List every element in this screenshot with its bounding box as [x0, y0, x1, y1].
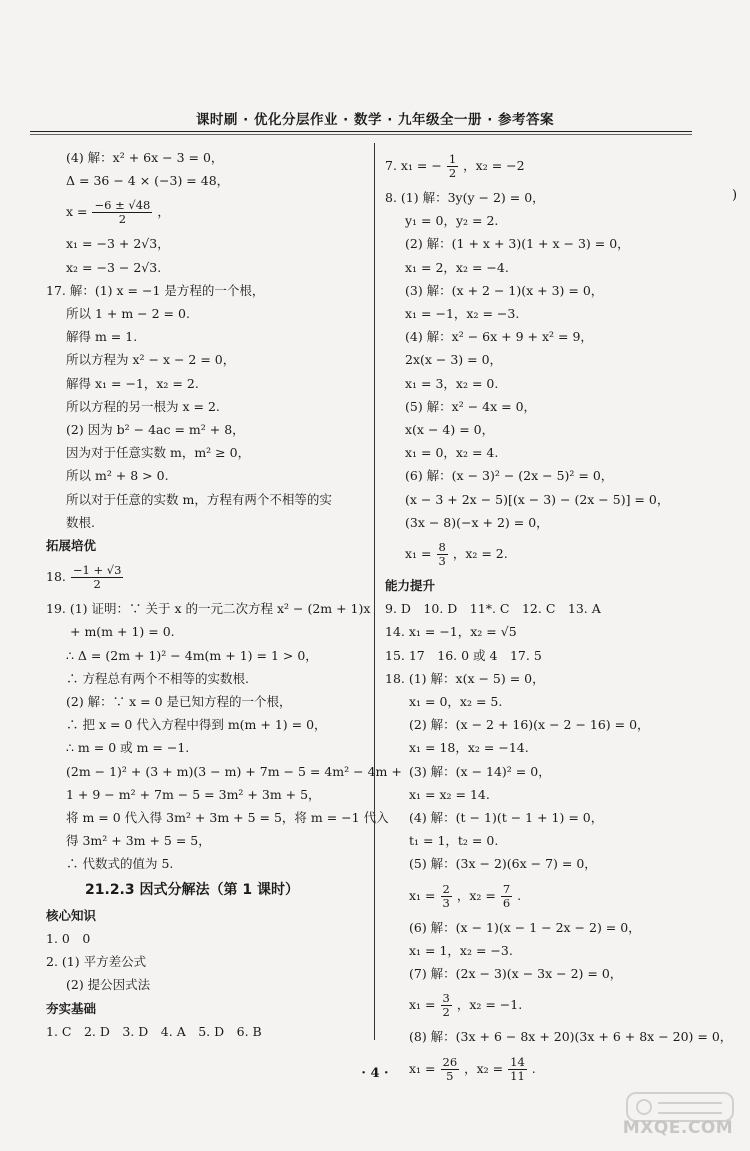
- fraction: [437, 541, 448, 568]
- section-heading: 能力提升: [385, 578, 436, 594]
- question-number: 18.: [46, 569, 66, 585]
- answer-line: (4) 解：x² − 6x + 9 + x² = 9，: [405, 329, 593, 345]
- question-7: [385, 146, 690, 186]
- fraction-denominator: 6: [502, 895, 511, 910]
- answer-line: x₁ = 1，x₂ = −3.: [409, 942, 513, 958]
- fraction-numerator: 8: [438, 540, 446, 555]
- fraction-suffix: ，: [157, 204, 170, 220]
- answer-line: (8) 解：(3x + 6 − 8x + 20)(3x + 6 + 8x − 20) = 0，: [409, 1029, 733, 1045]
- section-heading: 核心知识: [46, 907, 97, 923]
- fraction-separator: ，x₂ =: [464, 1060, 504, 1076]
- fraction-suffix: ，x₂ = −2: [463, 158, 525, 173]
- fraction-numerator: 26: [442, 1054, 458, 1069]
- fraction: [92, 199, 152, 226]
- page-header: 课时刷 · 优化分层作业 · 数学 · 九年级全一册 · 参考答案: [195, 112, 555, 128]
- fraction-prefix: x₁ =: [409, 1060, 436, 1076]
- answer-line: (2) 因为 b² − 4ac = m² + 8，: [66, 422, 245, 438]
- fraction: [501, 883, 512, 910]
- answer-line: x₁ = −3 + 2√3，: [66, 236, 170, 252]
- answer-line: (2) 解：(x − 2 + 16)(x − 2 − 16) = 0，: [409, 717, 650, 733]
- answer-line: (2) 提公因式法: [66, 977, 151, 993]
- fraction: [441, 992, 452, 1019]
- right-column: [385, 146, 733, 1089]
- fraction-denominator: 5: [446, 1068, 454, 1083]
- answer-line: x₁ = 2，x₂ = −4.: [405, 259, 509, 275]
- section-heading: 拓展培优: [46, 538, 97, 554]
- answer-line: x₁ = 3，x₂ = 0.: [405, 375, 499, 391]
- fraction-numerator: 1: [448, 152, 457, 166]
- fraction-prefix: x₁ =: [409, 997, 436, 1013]
- answer-line: x₁ = 0，x₂ = 4.: [405, 445, 499, 461]
- answer-line: 1. 0 0: [46, 930, 91, 946]
- fraction-suffix: ，x₂ = 2.: [452, 546, 508, 562]
- answer-line: x₁ = −1，x₂ = −3.: [405, 306, 520, 322]
- answer-line: 解得 x₁ = −1，x₂ = 2.: [66, 375, 199, 391]
- left-column: [46, 146, 402, 1043]
- fraction-numerator: 14: [510, 1054, 525, 1069]
- answer-line: 所以 1 + m − 2 = 0.: [66, 306, 190, 322]
- answer-line: 15. 17 16. 0 或 4 17. 5: [385, 647, 542, 663]
- answer-line: + m(m + 1) = 0.: [70, 624, 175, 640]
- answer-line: (5) 解：(3x − 2)(6x − 7) = 0，: [409, 856, 597, 872]
- fraction-numerator: 2: [442, 881, 450, 896]
- answer-line: (x − 3 + 2x − 5)[(x − 3) − (2x − 5)] = 0，: [405, 491, 670, 507]
- answer-line: (2) 解：(1 + x + 3)(1 + x − 3) = 0，: [405, 236, 630, 252]
- answer-line: 将 m = 0 代入得 3m² + 3m + 5 = 5，将 m = −1 代入: [66, 810, 389, 826]
- fraction-denominator: 2: [448, 166, 457, 180]
- answer-line: (6) 解：(x − 1)(x − 1 − 2x − 2) = 0，: [409, 919, 641, 935]
- answer-line-fraction: [46, 192, 368, 232]
- fraction-suffix: ，x₂ = −1.: [456, 997, 523, 1013]
- fraction-denominator: 3: [438, 554, 446, 569]
- answer-line: (5) 解：x² − 4x = 0，: [405, 398, 537, 414]
- edge-mark: ): [732, 188, 738, 203]
- section-heading: 夯实基础: [46, 1000, 97, 1016]
- answer-line: (6) 解：(x − 3)² − (2x − 5)² = 0，: [405, 468, 614, 484]
- answer-line: 1 + 9 − m² + 7m − 5 = 3m² + 3m + 5，: [66, 786, 321, 802]
- answer-line: 14. x₁ = −1，x₂ = √5: [385, 624, 517, 640]
- fraction-prefix: x₁ =: [409, 887, 436, 903]
- answer-line: (7) 解：(2x − 3)(x − 3x − 2) = 0，: [409, 966, 623, 982]
- answer-line: ∴ 方程总有两个不相等的实数根.: [66, 670, 249, 686]
- fraction-numerator: −1 + √3: [72, 563, 122, 578]
- answer-line: x(x − 4) = 0，: [405, 422, 495, 438]
- answer-line: (4) 解：(t − 1)(t − 1 + 1) = 0，: [409, 810, 604, 826]
- question-18: 18. (1) 解：x(x − 5) = 0，: [385, 670, 545, 686]
- answer-line: (3) 解：(x + 2 − 1)(x + 3) = 0，: [405, 282, 604, 298]
- answer-line: Δ = 36 − 4 × (−3) = 48，: [66, 173, 230, 189]
- fraction-suffix: .: [517, 887, 522, 903]
- fraction-denominator: 11: [510, 1068, 525, 1083]
- answer-line: 所以对于任意的实数 m，方程有两个不相等的实: [66, 491, 332, 507]
- header-rule-thin: [30, 134, 692, 135]
- column-divider: [374, 143, 375, 1040]
- answer-line: x₂ = −3 − 2√3.: [66, 259, 162, 275]
- answer-line: 数根.: [66, 514, 95, 530]
- fraction-separator: ，x₂ =: [456, 887, 496, 903]
- answer-line: ∴ 代数式的值为 5.: [66, 856, 174, 872]
- page-number: · 4 ·: [361, 1066, 389, 1081]
- question-19: 19. (1) 证明：∵ 关于 x 的一元二次方程 x² − (2m + 1)x: [46, 601, 371, 617]
- answer-line: ∴ m = 0 或 m = −1.: [66, 740, 190, 756]
- answer-line: 因为对于任意实数 m，m² ≥ 0，: [66, 445, 251, 461]
- answer-line: 所以 m² + 8 > 0.: [66, 468, 169, 484]
- answer-line: (3x − 8)(−x + 2) = 0，: [405, 514, 549, 530]
- answer-line: x₁ = 18，x₂ = −14.: [409, 740, 529, 756]
- fraction-prefix: x =: [66, 204, 88, 220]
- answer-line: t₁ = 1，t₂ = 0.: [409, 833, 499, 849]
- question-8: 8. (1) 解：3y(y − 2) = 0，: [385, 190, 545, 205]
- answer-line: (2m − 1)² + (3 + m)(3 − m) + 7m − 5 = 4m² − 4m +: [66, 763, 402, 779]
- question-17: 17. 解：(1) x = −1 是方程的一个根，: [46, 282, 265, 298]
- answer-line: 得 3m² + 3m + 5 = 5，: [66, 833, 211, 849]
- fraction-prefix: x₁ =: [405, 546, 432, 562]
- answer-line: x₁ = 0，x₂ = 5.: [409, 694, 503, 710]
- fraction-numerator: −6 ± √48: [94, 198, 151, 213]
- fraction-prefix: 7. x₁ = −: [385, 158, 442, 173]
- answer-line: 1. C 2. D 3. D 4. A 5. D 6. B: [46, 1023, 262, 1039]
- lesson-title: 21.2.3 因式分解法（第 1 课时）: [85, 881, 299, 898]
- fraction: [441, 883, 452, 910]
- fraction: [447, 153, 458, 180]
- answer-line: (4) 解：x² + 6x − 3 = 0，: [66, 150, 224, 165]
- fraction-suffix: .: [531, 1060, 536, 1076]
- answer-line: (3) 解：(x − 14)² = 0，: [409, 763, 551, 779]
- answer-line: 9. D 10. D 11*. C 12. C 13. A: [385, 601, 601, 617]
- answer-line-fraction: [385, 534, 690, 574]
- answer-line: 所以方程的另一根为 x = 2.: [66, 398, 220, 414]
- fraction-denominator: 2: [93, 577, 101, 592]
- fraction: [71, 564, 124, 591]
- answer-line: ∴ Δ = (2m + 1)² − 4m(m + 1) = 1 > 0，: [66, 647, 318, 663]
- answer-line-fraction: [385, 985, 690, 1025]
- answer-line: ∴ 把 x = 0 代入方程中得到 m(m + 1) = 0，: [66, 717, 327, 733]
- header-rule: [30, 131, 692, 132]
- answer-line: 解得 m = 1.: [66, 329, 138, 345]
- answer-line-fraction: [385, 876, 690, 916]
- answer-line: (2) 解：∵ x = 0 是已知方程的一个根，: [66, 694, 292, 710]
- watermark-text: MXQE.COM: [622, 1118, 734, 1138]
- fraction-numerator: 7: [502, 881, 511, 896]
- answer-line: 2. (1) 平方差公式: [46, 954, 147, 970]
- fraction-denominator: 2: [442, 1005, 450, 1020]
- question-18: [46, 557, 368, 597]
- watermark: [612, 1092, 744, 1142]
- fraction-denominator: 3: [442, 895, 450, 910]
- fraction-denominator: 2: [118, 212, 127, 227]
- answer-line: 所以方程为 x² − x − 2 = 0，: [66, 352, 236, 368]
- answer-line: y₁ = 0，y₂ = 2.: [405, 213, 499, 229]
- answer-line: x₁ = x₂ = 14.: [409, 786, 490, 802]
- fraction-numerator: 3: [442, 991, 450, 1006]
- answer-line: 2x(x − 3) = 0，: [405, 352, 503, 368]
